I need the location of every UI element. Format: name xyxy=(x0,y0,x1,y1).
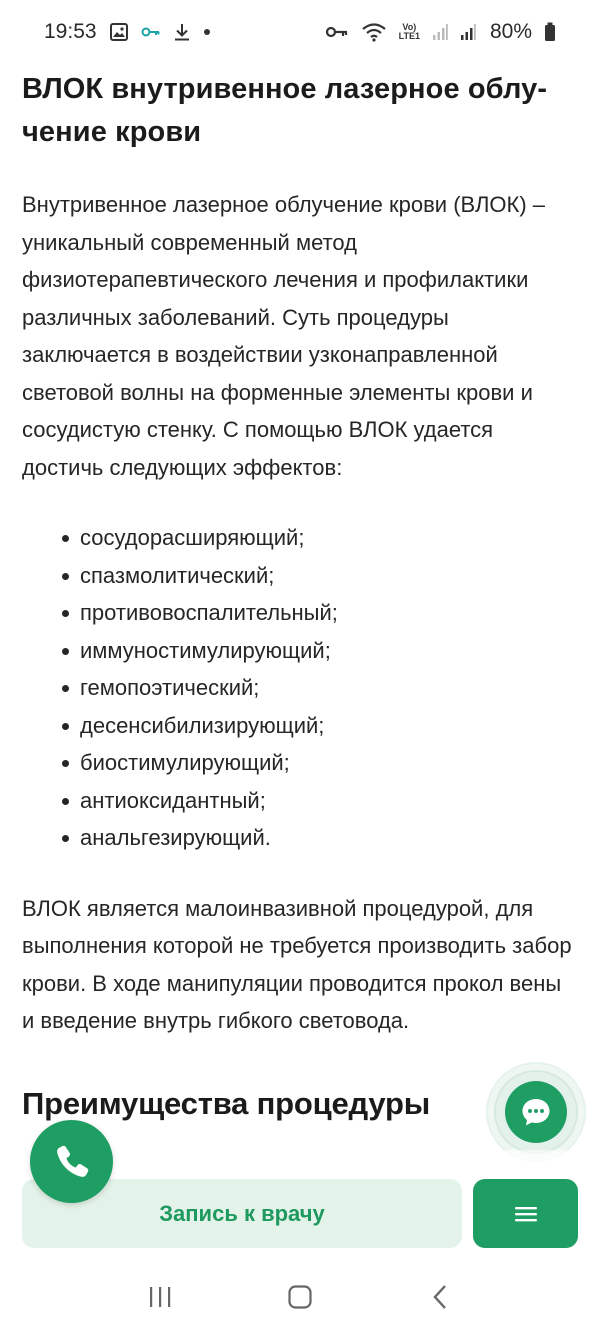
call-button[interactable] xyxy=(30,1120,113,1203)
list-item: анальгезирующий. xyxy=(62,819,578,857)
list-item: сосудорасширяющий; xyxy=(62,519,578,557)
list-item: гемопоэтический; xyxy=(62,669,578,707)
dot-icon xyxy=(203,21,211,43)
chat-button-ring xyxy=(494,1070,578,1154)
list-item: десенсибилизирующий; xyxy=(62,707,578,745)
article-title: ВЛОК внутривенное лазерное облу-чение крови xyxy=(22,73,548,148)
signal-icon xyxy=(432,21,448,43)
status-bar xyxy=(0,0,600,64)
chat-button[interactable] xyxy=(486,1062,586,1162)
back-icon xyxy=(431,1284,449,1310)
volte-label-top: Vo) xyxy=(402,22,417,32)
article-intro: Внутривенное лазерное облучение крови (ВЛОК) – уникальный современный метод физиотерапевтического лечения и профилактики различных заболеваний. Суть процедуры заключается в воздействии узконаправленной световой волны на форменные элементы крови и сосудистую стенку. С помощью ВЛОК удается достичь следующих эффектов: xyxy=(22,192,545,480)
menu-button[interactable] xyxy=(473,1179,578,1248)
status-bar-right xyxy=(325,20,556,44)
chat-bubble-icon xyxy=(519,1095,553,1129)
status-time: 19:53 xyxy=(44,20,97,43)
list-item: биостимулирующий; xyxy=(62,744,578,782)
hamburger-menu-icon xyxy=(513,1204,539,1224)
volte-icon xyxy=(399,21,420,43)
chat-button-core xyxy=(505,1081,567,1143)
book-appointment-button[interactable]: Запись к врачу xyxy=(22,1179,462,1248)
back-button[interactable] xyxy=(410,1275,470,1319)
battery-percentage: 80% xyxy=(489,20,532,43)
list-item: антиоксидантный; xyxy=(62,782,578,820)
recent-apps-icon xyxy=(147,1285,173,1309)
image-icon xyxy=(109,21,129,43)
system-nav-bar xyxy=(0,1262,600,1332)
volte-label-bottom: LTE1 xyxy=(398,31,420,41)
effects-list xyxy=(22,519,578,857)
list-item: иммуностимулирующий; xyxy=(62,632,578,670)
wifi-icon xyxy=(361,21,387,43)
phone-icon xyxy=(49,1139,95,1185)
vpn-key-icon xyxy=(325,21,349,43)
battery-icon xyxy=(544,21,556,43)
article-paragraph-2: ВЛОК является малоинвазивной процедурой, для выполнения которой не требуется производить забор крови. В ходе манипуляции проводится прокол вены и введение внутрь гибкого световода. xyxy=(22,895,572,1033)
download-icon xyxy=(173,21,191,43)
list-item: противовоспалительный; xyxy=(62,594,578,632)
key-icon xyxy=(141,21,161,43)
home-icon xyxy=(287,1284,313,1310)
recent-apps-button[interactable] xyxy=(130,1275,190,1319)
signal-icon xyxy=(460,21,476,43)
status-bar-left xyxy=(44,20,211,44)
article xyxy=(22,68,578,1124)
home-button[interactable] xyxy=(270,1275,330,1319)
section-title: Преимущества процедуры xyxy=(22,1085,430,1121)
list-item: спазмолитический; xyxy=(62,557,578,595)
